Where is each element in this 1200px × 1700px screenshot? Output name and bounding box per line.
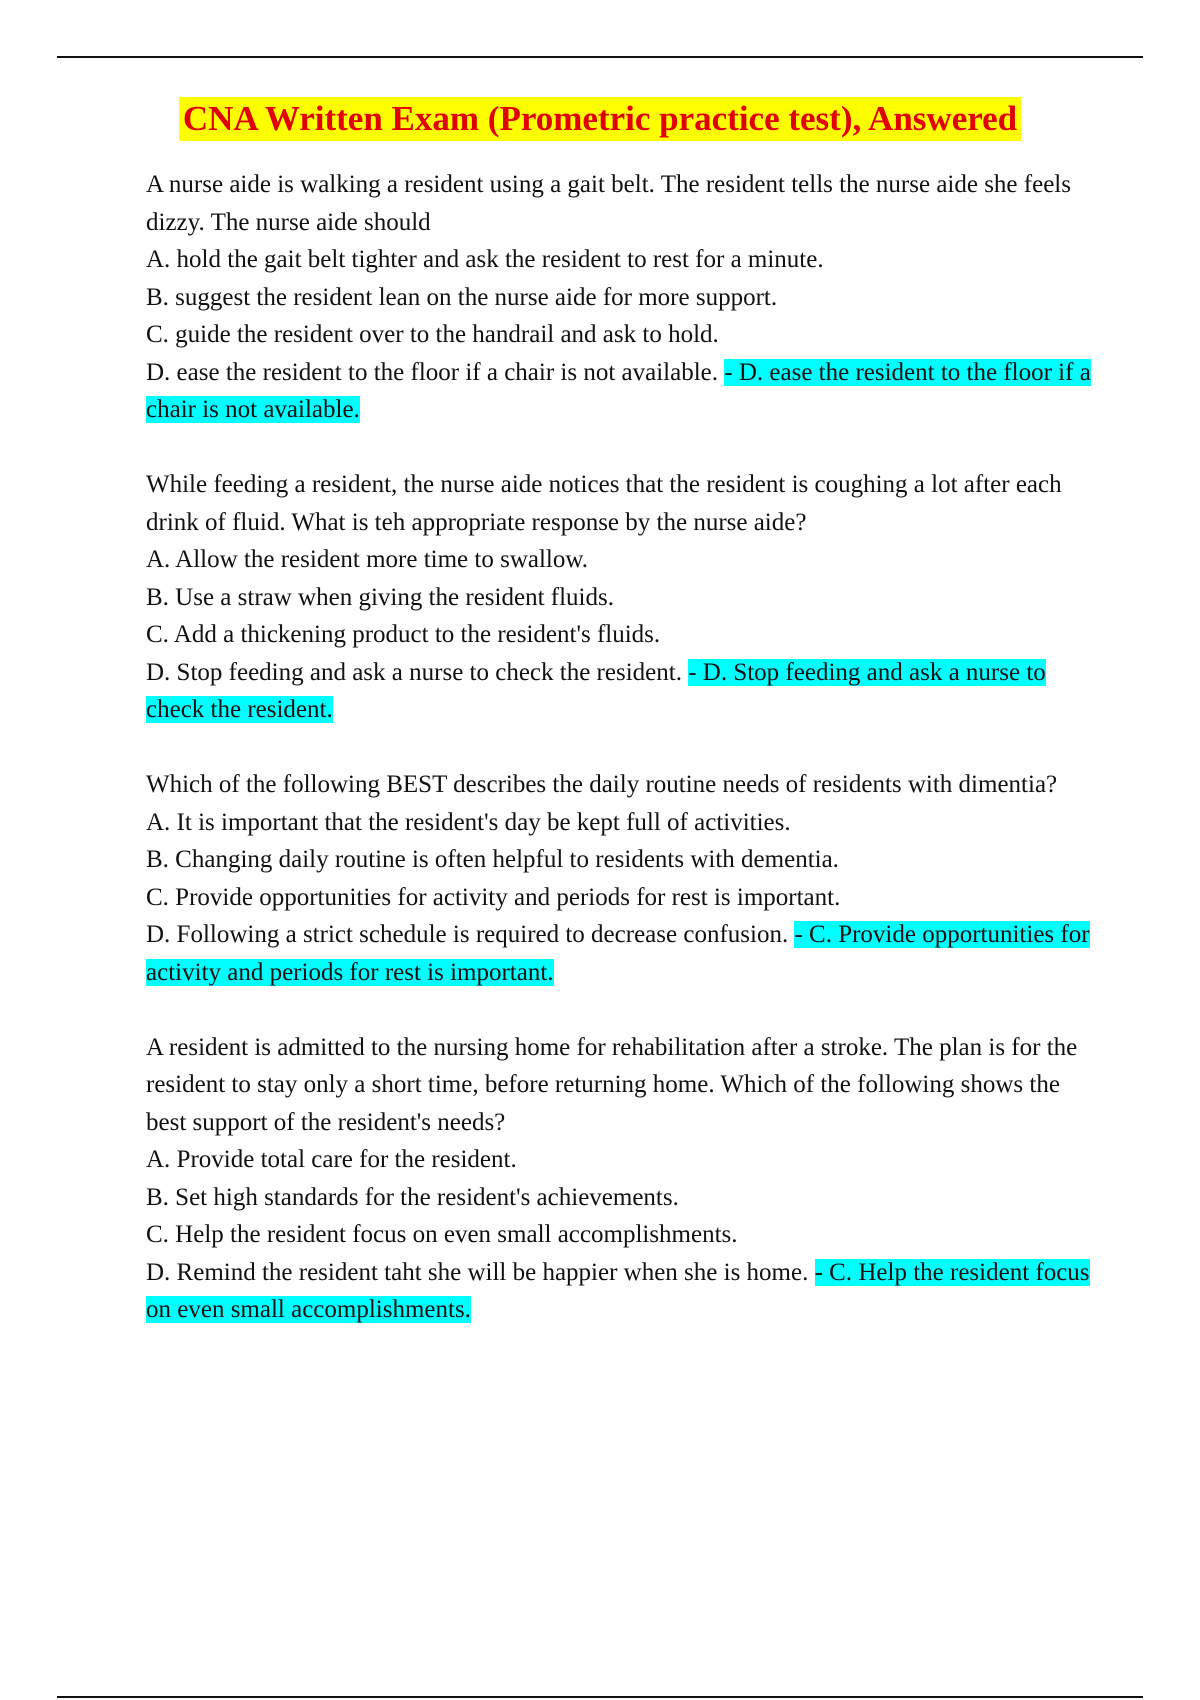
- option-b: B. Changing daily routine is often helpful to residents with dementia.: [146, 846, 839, 873]
- option-d-with-answer: [146, 1254, 1096, 1329]
- highlighted-answer: - D. Stop feeding and ask a nurse to check the resident.: [146, 658, 1046, 723]
- question-stem: A resident is admitted to the nursing home for rehabilitation after a stroke. The plan is for the resident to stay only a short time, before returning home. Which of the following shows the best support of the resident's needs?: [146, 1033, 1078, 1136]
- option-a: A. hold the gait belt tighter and ask the resident to rest for a minute.: [146, 246, 824, 273]
- question-stem: A nurse aide is walking a resident using a gait belt. The resident tells the nurse aide she feels dizzy. The nurse aide should: [146, 171, 1071, 236]
- highlighted-answer: - C. Provide opportunities for activity and periods for rest is important.: [146, 921, 1090, 986]
- question-2: [146, 466, 1096, 729]
- option-b: B. Use a straw when giving the resident fluids.: [146, 583, 614, 611]
- option-d: D. Following a strict schedule is required to decrease confusion.: [146, 921, 789, 948]
- option-a: A. Allow the resident more time to swallow.: [146, 546, 589, 573]
- option-a: A. Provide total care for the resident.: [146, 1146, 517, 1173]
- option-d-with-answer: [146, 916, 1096, 991]
- option-d-with-answer: [146, 654, 1096, 729]
- title-container: [0, 97, 1200, 141]
- option-d: D. Remind the resident taht she will be happier when she is home.: [146, 1258, 809, 1286]
- question-1: [146, 166, 1096, 429]
- question-3: [146, 766, 1096, 991]
- option-c: C. Add a thickening product to the resident's fluids.: [146, 621, 661, 648]
- option-b: B. Set high standards for the resident's achievements.: [146, 1183, 679, 1211]
- footer-divider: [57, 1696, 1143, 1698]
- option-a: A. It is important that the resident's day be kept full of activities.: [146, 808, 791, 836]
- question-4: [146, 1029, 1096, 1329]
- option-c: C. Help the resident focus on even small accomplishments.: [146, 1221, 738, 1248]
- highlighted-answer: - C. Help the resident focus on even small accomplishments.: [146, 1258, 1090, 1323]
- option-d: D. ease the resident to the floor if a chair is not available.: [146, 358, 719, 386]
- option-c: C. guide the resident over to the handrail and ask to hold.: [146, 321, 719, 348]
- option-d: D. Stop feeding and ask a nurse to check the resident.: [146, 658, 682, 686]
- highlighted-answer: - D. ease the resident to the floor if a chair is not available.: [146, 358, 1091, 423]
- option-d-with-answer: [146, 354, 1096, 429]
- option-b: B. suggest the resident lean on the nurse aide for more support.: [146, 283, 778, 311]
- question-list: [146, 166, 1096, 1366]
- option-c: C. Provide opportunities for activity and periods for rest is important.: [146, 883, 841, 911]
- question-stem: Which of the following BEST describes the daily routine needs of residents with dimentia?: [146, 771, 1058, 798]
- document-title: CNA Written Exam (Prometric practice test), Answered: [179, 97, 1021, 141]
- question-stem: While feeding a resident, the nurse aide notices that the resident is coughing a lot after each drink of fluid. What is teh appropriate response by the nurse aide?: [146, 471, 1062, 536]
- header-divider: [57, 56, 1143, 58]
